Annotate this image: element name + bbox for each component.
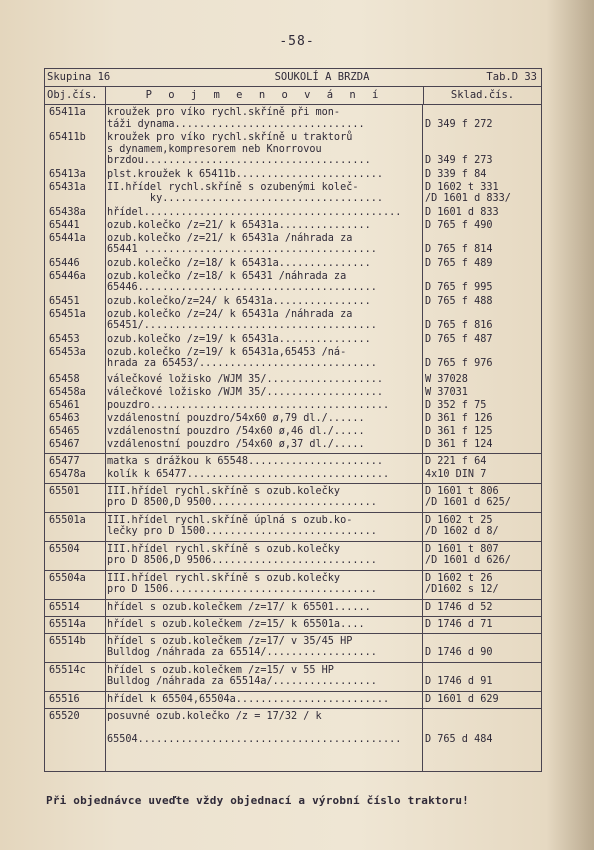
cell-line: D 1746 d 71 [425, 618, 493, 630]
cell-line: 65504a [49, 572, 86, 584]
cell-line: D 1602 t 25 [425, 514, 493, 526]
cell-line [425, 271, 540, 283]
cell-line: pro D 8500,D 9500........................... [107, 497, 377, 508]
cell-line [425, 233, 540, 245]
cell-line: ky.................................... [107, 193, 384, 204]
cell-line: 65504 [49, 543, 80, 555]
cell-line: D 221 f 64 [425, 455, 487, 467]
part-name-cell [107, 387, 423, 399]
cell-line: matka s drážkou k 65548...................... [107, 455, 384, 467]
order-notice: Při objednávce uveďte vždy objednací a výrobní číslo traktoru! [46, 794, 469, 807]
cell-line [425, 107, 540, 119]
stock-number-cell [425, 182, 540, 205]
cell-line: /D 1601 d 833/ [425, 193, 511, 204]
stock-number-cell [425, 694, 540, 706]
cell-line: pro D 8506,D 9506........................... [107, 555, 377, 566]
part-name-cell [107, 426, 423, 438]
cell-line: 65514b [49, 635, 86, 647]
order-number-cell [49, 665, 105, 677]
cell-line: 65446....................................... [107, 282, 377, 293]
part-name-cell [107, 347, 423, 370]
cell-line: III.hřídel rychl.skříně s ozub.kolečky [107, 572, 341, 584]
order-number-cell [49, 107, 105, 119]
cell-line: D 352 f 75 [425, 399, 487, 411]
part-name-cell [107, 573, 423, 596]
stock-number-cell [425, 486, 540, 509]
stock-number-cell [425, 233, 540, 256]
cell-line: D 1601 t 806 [425, 485, 499, 497]
stock-number-cell [425, 271, 540, 294]
order-number-cell [49, 347, 105, 359]
part-name-cell [107, 469, 423, 481]
stock-number-cell [425, 169, 540, 181]
cell-line: brzdou..................................... [107, 155, 371, 166]
cell-line: ozub.kolečko /z=18/ k 65431 /náhrada za [107, 270, 347, 282]
column-headers [45, 87, 541, 105]
cell-line: D 1746 d 52 [425, 601, 493, 613]
cell-line: D 1601 d 833 [425, 206, 499, 218]
cell-line: ozub.kolečko/z=24/ k 65431a................ [107, 295, 371, 307]
cell-line: 65446a [49, 270, 86, 282]
row-divider [45, 616, 541, 617]
cell-line: 65501a [49, 514, 86, 526]
stock-number-cell [425, 636, 540, 659]
cell-line: 65453 [49, 333, 80, 345]
part-name-cell [107, 207, 423, 219]
order-number-cell [49, 207, 105, 219]
stock-number-cell [425, 469, 540, 481]
cell-line: 65520 [49, 710, 80, 722]
cell-line: plst.kroužek k 65411b........................ [107, 168, 384, 180]
cell-line [425, 722, 540, 734]
table-body [45, 105, 541, 771]
cell-line: 65461 [49, 399, 80, 411]
stock-number-cell [425, 515, 540, 538]
cell-line: táži dynama............................... [107, 118, 365, 130]
part-name-cell [107, 711, 423, 746]
cell-line: D 339 f 84 [425, 168, 487, 180]
cell-line: 65465 [49, 425, 80, 437]
column-divider [105, 105, 106, 771]
table-title: SOUKOLÍ A BRZDA [274, 71, 370, 83]
cell-line: D 349 f 273 [425, 155, 493, 166]
order-number-cell [49, 233, 105, 245]
cell-line: 65514a [49, 618, 86, 630]
cell-line: D 1746 d 91 [425, 676, 493, 687]
part-name-cell [107, 602, 423, 614]
cell-line: 65514c [49, 664, 86, 676]
cell-line: kroužek pro víko rychl.skříně u traktorů [107, 132, 353, 143]
order-number-cell [49, 271, 105, 283]
part-name-cell [107, 694, 423, 706]
cell-line: W 37031 [425, 386, 468, 398]
cell-line: Bulldog /náhrada za 65514a/................. [107, 676, 377, 687]
cell-line: 65477 [49, 455, 80, 467]
cell-line: 65451a [49, 308, 86, 320]
cell-line: 65438a [49, 206, 86, 218]
order-number-cell [49, 602, 105, 614]
stock-number-cell [425, 220, 540, 232]
part-name-cell [107, 636, 423, 659]
order-number-cell [49, 486, 105, 498]
cell-line: D 765 f 995 [425, 282, 493, 293]
cell-line: D 1601 d 629 [425, 693, 499, 705]
cell-line: III.hřídel rychl.skříně s ozub.kolečky [107, 485, 341, 497]
cell-line: ozub.kolečko /z=24/ k 65431a /náhrada za [107, 308, 353, 320]
cell-line: 65463 [49, 412, 80, 424]
order-number-cell [49, 544, 105, 556]
stock-number-cell [425, 132, 540, 167]
cell-line: vzdálenostní pouzdro /54x60 ø,46 dl./..... [107, 425, 365, 437]
cell-line: D 765 d 484 [425, 733, 493, 745]
order-number-cell [49, 374, 105, 386]
cell-line: D 1602 t 331 [425, 181, 499, 193]
cell-line: ozub.kolečko /z=19/ k 65431a............... [107, 333, 371, 345]
part-name-cell [107, 271, 423, 294]
order-number-cell [49, 619, 105, 631]
cell-line: D 1746 d 90 [425, 647, 493, 658]
cell-line: lečky pro D 1500............................ [107, 526, 377, 537]
cell-line: 4x10 DIN 7 [425, 468, 487, 480]
part-name-cell [107, 309, 423, 332]
part-name-cell [107, 220, 423, 232]
table-number: Tab.D 33 [486, 71, 537, 83]
cell-line: hřídel s ozub.kolečkem /z=15/ v 55 HP [107, 664, 334, 676]
cell-line: pouzdro....................................... [107, 399, 390, 411]
cell-line: ozub.kolečko /z=21/ k 65431a............... [107, 219, 371, 231]
cell-line: 65451/...................................... [107, 320, 377, 331]
cell-line: D 361 f 126 [425, 412, 493, 424]
part-name-cell [107, 169, 423, 181]
row-divider [45, 512, 541, 513]
stock-number-cell [425, 602, 540, 614]
cell-line: vzdálenostní pouzdro /54x60 ø,37 dl./..... [107, 438, 365, 450]
order-number-cell [49, 387, 105, 399]
column-header-stock-number: Sklad.čís. [450, 89, 515, 101]
cell-line: 65458 [49, 373, 80, 385]
row-divider [45, 662, 541, 663]
cell-line: D 765 f 489 [425, 257, 493, 269]
order-number-cell [49, 169, 105, 181]
cell-line [425, 711, 540, 723]
cell-line: D 765 f 816 [425, 320, 493, 331]
part-name-cell [107, 439, 423, 451]
cell-line [425, 132, 540, 144]
part-name-cell [107, 665, 423, 688]
stock-number-cell [425, 374, 540, 386]
cell-line [425, 665, 540, 677]
stock-number-cell [425, 387, 540, 399]
cell-line: Bulldog /náhrada za 65514/.................. [107, 647, 377, 658]
stock-number-cell [425, 426, 540, 438]
cell-line: s dynamem,kompresorem neb Knorrovou [107, 143, 322, 155]
cell-line: D 765 f 814 [425, 244, 493, 255]
order-number-cell [49, 296, 105, 308]
part-name-cell [107, 258, 423, 270]
order-number-cell [49, 400, 105, 412]
cell-line: /D1602 s 12/ [425, 584, 499, 595]
cell-line [107, 722, 423, 734]
row-divider [45, 483, 541, 484]
cell-line: /D 1601 d 625/ [425, 497, 511, 508]
cell-line: D 361 f 124 [425, 438, 493, 450]
cell-line: 65453a [49, 346, 86, 358]
part-name-cell [107, 334, 423, 346]
part-name-cell [107, 374, 423, 386]
cell-line: kolík k 65477................................. [107, 468, 390, 480]
part-name-cell [107, 296, 423, 308]
cell-line: 65446 [49, 257, 80, 269]
stock-number-cell [425, 711, 540, 746]
order-number-cell [49, 694, 105, 706]
stock-number-cell [425, 400, 540, 412]
cell-line: hřídel s ozub.kolečkem /z=15/ k 65501a.... [107, 618, 365, 630]
cell-line: hřídel s ozub.kolečkem /z=17/ k 65501...... [107, 601, 371, 613]
order-number-cell [49, 439, 105, 451]
stock-number-cell [425, 309, 540, 332]
cell-line: 65411a [49, 107, 86, 118]
table-header [45, 69, 541, 87]
cell-line: hřídel.......................................... [107, 206, 402, 218]
cell-line: 65441 ...................................... [107, 244, 377, 255]
part-name-cell [107, 413, 423, 425]
row-divider [45, 453, 541, 454]
stock-number-cell [425, 619, 540, 631]
cell-line: posuvné ozub.kolečko /z = 17/32 / k [107, 710, 322, 722]
stock-number-cell [425, 544, 540, 567]
cell-line: D 765 f 490 [425, 219, 493, 231]
cell-line: D 765 f 488 [425, 295, 493, 307]
order-number-cell [49, 182, 105, 194]
cell-line: 65441a [49, 232, 86, 244]
stock-number-cell [425, 665, 540, 688]
cell-line [425, 144, 540, 156]
column-header-order-number: Obj.čís. [45, 87, 106, 104]
order-number-cell [49, 469, 105, 481]
cell-line: W 37028 [425, 373, 468, 385]
part-name-cell [107, 456, 423, 468]
stock-number-cell [425, 207, 540, 219]
order-number-cell [49, 711, 105, 723]
cell-line: ozub.kolečko /z=18/ k 65431a............... [107, 257, 371, 269]
row-divider [45, 599, 541, 600]
stock-number-cell [425, 347, 540, 370]
order-number-cell [49, 426, 105, 438]
cell-line: hřídel k 65504,65504a......................... [107, 693, 390, 705]
cell-line: 65501 [49, 485, 80, 497]
cell-line: D 765 f 976 [425, 358, 493, 369]
order-number-cell [49, 258, 105, 270]
cell-line [425, 636, 540, 648]
order-number-cell [49, 573, 105, 585]
cell-line: D 1601 t 807 [425, 543, 499, 555]
parts-table [44, 68, 542, 772]
cell-line: D 349 f 272 [425, 118, 493, 130]
stock-number-cell [425, 573, 540, 596]
cell-line: III.hřídel rychl.skříně s ozub.kolečky [107, 543, 341, 555]
cell-line [425, 347, 540, 359]
cell-line: 65431a [49, 181, 86, 193]
part-name-cell [107, 544, 423, 567]
cell-line [425, 309, 540, 321]
cell-line: III.hřídel rychl.skříně úplná s ozub.ko- [107, 514, 353, 526]
row-divider [45, 708, 541, 709]
order-number-cell [49, 413, 105, 425]
part-name-cell [107, 233, 423, 256]
cell-line: D 1602 t 26 [425, 572, 493, 584]
stock-number-cell [425, 107, 540, 130]
order-number-cell [49, 515, 105, 527]
order-number-cell [49, 456, 105, 468]
cell-line: II.hřídel rychl.skříně s ozubenými koleč- [107, 181, 359, 193]
cell-line: vzdálenostní pouzdro/54x60 ø,79 dl./...... [107, 412, 365, 424]
order-number-cell [49, 636, 105, 648]
page-number: -58- [279, 34, 315, 49]
cell-line: ozub.kolečko /z=19/ k 65431a,65453 /ná- [107, 346, 347, 358]
row-divider [45, 541, 541, 542]
stock-number-cell [425, 456, 540, 468]
part-name-cell [107, 515, 423, 538]
cell-line: válečkové ložisko /WJM 35/................... [107, 386, 384, 398]
stock-number-cell [425, 334, 540, 346]
cell-line: kroužek pro víko rychl.skříně při mon- [107, 107, 341, 118]
cell-line: pro D 1506.................................. [107, 584, 377, 595]
row-divider [45, 633, 541, 634]
stock-number-cell [425, 258, 540, 270]
cell-line: /D 1602 d 8/ [425, 526, 499, 537]
column-header-name: P o j m e n o v á n í [106, 87, 424, 104]
cell-line: hřídel s ozub.kolečkem /z=17/ v 35/45 HP [107, 635, 353, 647]
cell-line: 65504........................................... [107, 733, 402, 745]
part-name-cell [107, 486, 423, 509]
row-divider [45, 691, 541, 692]
cell-line: D 765 f 487 [425, 333, 493, 345]
part-name-cell [107, 132, 423, 167]
order-number-cell [49, 132, 105, 144]
cell-line: ozub.kolečko /z=21/ k 65431a /náhrada za [107, 232, 353, 244]
cell-line: D 361 f 125 [425, 425, 493, 437]
stock-number-cell [425, 439, 540, 451]
stock-number-cell [425, 296, 540, 308]
cell-line: 65516 [49, 693, 80, 705]
part-name-cell [107, 400, 423, 412]
part-name-cell [107, 107, 423, 130]
row-divider [45, 570, 541, 571]
cell-line: 65514 [49, 601, 80, 613]
cell-line: válečkové ložisko /WJM 35/................... [107, 373, 384, 385]
part-name-cell [107, 619, 423, 631]
cell-line: 65413a [49, 168, 86, 180]
cell-line: 65458a [49, 386, 86, 398]
cell-line: 65441 [49, 219, 80, 231]
order-number-cell [49, 220, 105, 232]
cell-line: hrada za 65453/............................. [107, 358, 377, 369]
cell-line: /D 1601 d 626/ [425, 555, 511, 566]
cell-line: 65467 [49, 438, 80, 450]
cell-line: 65451 [49, 295, 80, 307]
part-name-cell [107, 182, 423, 205]
cell-line: 65411b [49, 132, 86, 143]
stock-number-cell [425, 413, 540, 425]
order-number-cell [49, 309, 105, 321]
cell-line: 65478a [49, 468, 86, 480]
order-number-cell [49, 334, 105, 346]
group-label: Skupina 16 [47, 71, 111, 83]
